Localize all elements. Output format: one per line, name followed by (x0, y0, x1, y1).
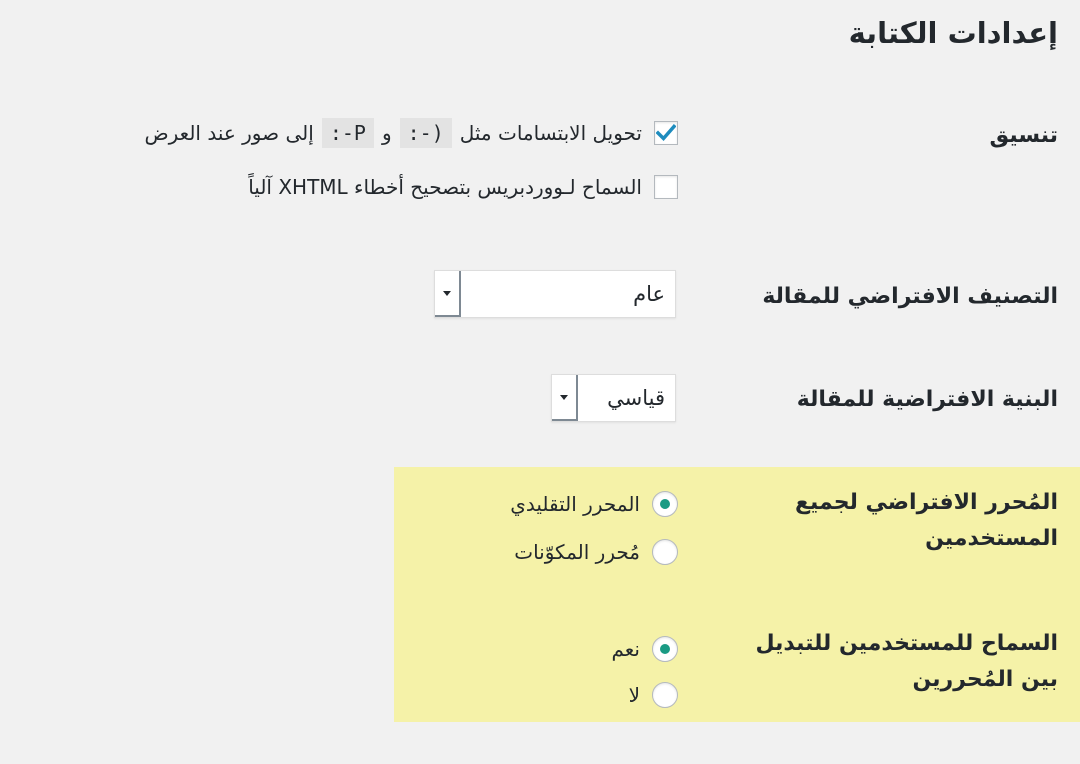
allow-switch-yes-radio[interactable] (652, 636, 678, 662)
formatting-label: تنسيق (989, 123, 1058, 148)
default-format-value: قياسي (607, 386, 665, 410)
xhtml-correct-option[interactable] (248, 170, 678, 204)
allow-switch-yes-option[interactable] (611, 632, 678, 666)
allow-switch-label: السماح للمستخدمين للتبديل بين المُحررين (755, 631, 1058, 692)
classic-editor-option[interactable] (510, 487, 678, 521)
xhtml-correct-checkbox[interactable] (654, 175, 678, 199)
checkmark-icon (656, 124, 676, 142)
default-editor-label: المُحرر الافتراضي لجميع المستخدمين (794, 490, 1058, 551)
allow-switch-no-option[interactable] (629, 678, 678, 712)
radio-selected-dot (660, 499, 670, 509)
default-format-label: البنية الافتراضية للمقالة (796, 387, 1058, 412)
page-title: إعدادات الكتابة (848, 16, 1058, 50)
classic-editor-radio[interactable] (652, 491, 678, 517)
default-category-select[interactable] (434, 270, 676, 318)
classic-editor-label: المحرر التقليدي (510, 492, 640, 516)
default-category-label: التصنيف الافتراضي للمقالة (762, 284, 1058, 309)
default-format-select[interactable] (551, 374, 676, 422)
chevron-down-icon[interactable] (552, 375, 578, 421)
smiley-code-1: :-) (400, 118, 452, 148)
convert-emoticons-checkbox[interactable] (654, 121, 678, 145)
block-editor-label: مُحرر المكوّنات (514, 540, 640, 564)
convert-emoticons-text: تحويل الابتسامات مثل :-) و :-P إلى صور عند العرض (144, 118, 642, 148)
allow-switch-no-label: لا (628, 683, 640, 707)
block-editor-radio[interactable] (652, 539, 678, 565)
chevron-down-icon[interactable] (435, 271, 461, 317)
default-category-value: عام (633, 282, 665, 306)
convert-emoticons-option[interactable] (144, 116, 678, 150)
radio-selected-dot (660, 644, 670, 654)
allow-switch-no-radio[interactable] (652, 682, 678, 708)
xhtml-correct-text: السماح لـووردبريس بتصحيح أخطاء XHTML آلياً (248, 175, 642, 199)
smiley-code-2: :-P (322, 118, 374, 148)
block-editor-option[interactable] (514, 535, 678, 569)
allow-switch-yes-label: نعم (611, 637, 640, 661)
